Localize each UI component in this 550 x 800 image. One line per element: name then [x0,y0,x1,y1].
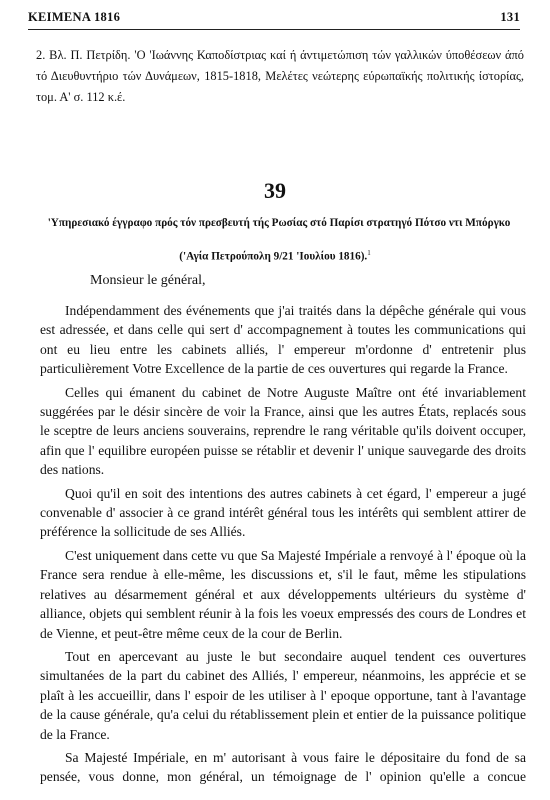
document-number: 39 [264,178,286,203]
paragraph: Quoi qu'il en soit des intentions des autres cabinets à cet égard, l' empereur a jugé convenable d' associer à ce grand intérêt général tous les intérêts qui semblent attirer de préférence la sollicitude de ses Alliés. [40,485,526,540]
header-rule [28,29,520,30]
letter-body [40,301,526,791]
document-date [0,249,550,263]
paragraph: Celles qui émanent du cabinet de Notre Auguste Maître ont été invariablement suggérées par le désir sincère de voir la France, ainsi que les autres États, replacés sous le sceptre de leurs anciens souverains, reprendre le rang véritable qu'ils doivent occuper, afin que l' equilibre européen puisse se rétablir et devenir l' unique sauvegarde des droits des nations. [40,384,526,478]
paragraph: Tout en apercevant au juste le but secondaire auquel tendent ces ouvertures simultanées de la part du cabinet des Alliés, l' empereur, néanmoins, les apprécie et se plaît à les accueillir, dans l' espoir de les utiliser à l' epoque opportune, tant à l'avantage de la cause générale, qu'a celui du rétablissement plein et entier de la puissance politique de la France. [40,648,526,742]
running-header [28,10,520,26]
paragraph: Sa Majesté Impériale, en m' autorisant à vous faire le dépositaire du fond de sa pensée, vous donne, mon général, un témoignage de l' opinion qu'elle a concue [40,749,526,785]
page-number: 131 [500,10,520,24]
paragraph: Indépendamment des événements que j'ai traités dans la dépêche générale qui vous est adressée, et dans celle qui sert d' accompagnement à toutes les communications qui ont eu lieu entre les cabinets alliés, l' empereur m'ordonne d' entretenir plus particulièrement Votre Excellence de la partie de ces ouvertures qui regarde la France. [40,303,526,377]
footnote: 2. Βλ. Π. Πετρίδη. 'Ο 'Ιωάννης Καποδίστριας καί ή άντιμετώπιση τών γαλλικών ύποθέσεων άπό τό Διευθυντήριο τών Δυνάμεων, 1815-1818, Μελέτες νεώτερης εύρωπαϊκής πολιτικής ίστορίας, τομ. Α' σ. 112 κ.έ. [36,48,524,104]
salutation: Monsieur le général, [90,273,206,288]
document-date-text: ('Αγία Πετρούπολη 9/21 'Ιουλίου 1816). [179,250,368,263]
footnote-marker: 1 [367,249,371,257]
header-title: KEIMENA 1816 [28,10,121,24]
document-heading: 'Υπηρεσιακό έγγραφο πρός τόν πρεσβευτή τής Ρωσίας στό Παρίσι στρατηγό Πότσο ντι Μπόργκο [47,217,511,229]
paragraph: C'est uniquement dans cette vu que Sa Majesté Impériale a renvoyé à l' époque où la France sera rendue à elle-même, les discussions et, s'il le faut, même les stipulations relatives au désarmement général et aux développements ultérieurs du système d' alliance, objets qui semblent réunir à la fois les voeux empressés des cours de Londres et de Vienne, et peut-être même ceux de la cour de Berlin. [40,547,526,641]
